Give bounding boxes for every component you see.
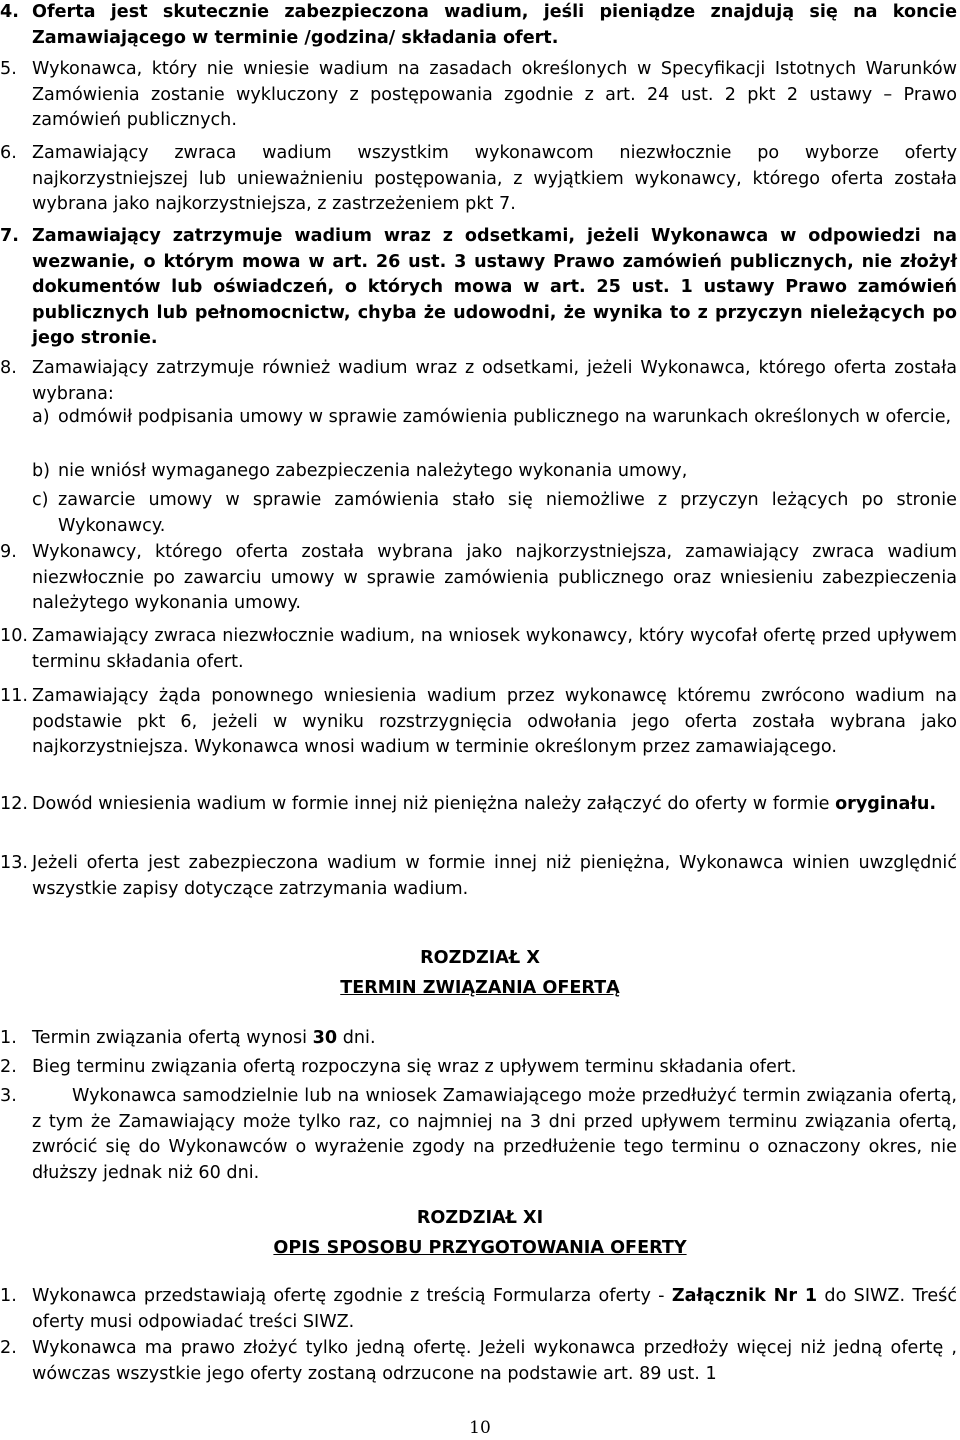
list-item-13 [0, 851, 957, 902]
sub-item-letter: a) [32, 407, 50, 427]
item-number: 5. [0, 59, 17, 79]
item-number: 1. [0, 1286, 17, 1306]
item-number: 2. [0, 1338, 17, 1358]
list-item-4 [0, 0, 957, 51]
item-text: Zamawiający zwraca niezwłocznie wadium, na wniosek wykonawcy, który wycofał ofertę przed upływem terminu składania ofert. [32, 626, 957, 672]
item-text: Zamawiający zatrzymuje wadium wraz z odsetkami, jeżeli Wykonawca w odpowiedzi na wezwanie, o którym mowa w art. 26 ust. 3 ustawy Prawo zamówień publicznych, nie złożył dokumentów lub oświadczeń, o których mowa w art. 25 ust. 1 ustawy Prawo zamówień publicznych lub pełnomocnictw, chyba że udowodni, że wynika to z przyczyn nieleżących po jego stronie. [32, 226, 957, 348]
item-text: Zamawiający zwraca wadium wszystkim wykonawcom niezwłocznie po wyborze oferty najkorzystniejszej lub unieważnieniu postępowania, z wyjątkiem wykonawcy, którego oferta została wybrana jako najkorzystniejsza, z zastrzeżeniem pkt 7. [32, 143, 957, 214]
item-number: 6. [0, 143, 17, 163]
item-text: Zamawiający zatrzymuje również wadium wraz z odsetkami, jeżeli Wykonawca, którego oferta została wybrana: [32, 358, 957, 404]
item-text: Wykonawca samodzielnie lub na wniosek Zamawiającego może przedłużyć termin związania ofertą, z tym że Zamawiający może tylko raz, co najmniej na 3 dni przed upływem terminu związania ofertą, zwrócić się do Wykonawców o wyrażenie zgody na przedłużenie tego terminu o oznaczony okres, nie dłuższy jednak niż 60 dni. [32, 1086, 957, 1183]
bold-text: oryginału. [835, 794, 937, 814]
item-text: Dowód wniesienia wadium w formie innej niż pieniężna należy załączyć do oferty w formie oryginału. [32, 794, 937, 814]
item-number: 4. [0, 2, 19, 22]
item-number: 3. [0, 1086, 17, 1106]
item-number: 12. [0, 794, 28, 814]
item-number: 13. [0, 853, 28, 873]
item-text: Wykonawca przedstawiają ofertę zgodnie z treścią Formularza oferty - Załącznik Nr 1 do SIWZ. Treść oferty musi odpowiadać treści SIWZ. [32, 1286, 958, 1332]
section-subtitle: TERMIN ZWIĄZANIA OFERTĄ [340, 978, 620, 998]
sub-item-text: zawarcie umowy w sprawie zamówienia stało się niemożliwe z przyczyn leżących po stronie Wykonawcy. [58, 490, 957, 536]
item-text: Jeżeli oferta jest zabezpieczona wadium w formie innej niż pieniężna, Wykonawca winien uwzględnić wszystkie zapisy dotyczące zatrzymania wadium. [32, 853, 957, 899]
item-number: 10. [0, 626, 28, 646]
page-number: 10 [469, 1418, 491, 1438]
item-number: 7. [0, 226, 19, 246]
sub-item-c [32, 488, 957, 539]
item-text: Wykonawca, który nie wniesie wadium na zasadach określonych w Specyfikacji Istotnych Warunków Zamówienia zostanie wykluczony z postępowania zgodnie z art. 24 ust. 2 pkt 2 ustawy – Prawo zamówień publicznych. [32, 59, 957, 130]
item-text: Zamawiający żąda ponownego wniesienia wadium przez wykonawcę któremu zwrócono wadium na podstawie pkt 6, jeżeli w wyniku rozstrzygnięcia odwołania jego oferta została wybrana jako najkorzystniejsza. Wykonawca wnosi wadium w terminie określonym przez zamawiającego. [32, 686, 957, 757]
item-text: Oferta jest skutecznie zabezpieczona wadium, jeśli pieniądze znajdują się na koncie Zamawiającego w terminie /godzina/ składania ofert. [32, 2, 957, 48]
section11-item-1 [0, 1284, 957, 1335]
section10-item-2 [0, 1055, 957, 1081]
item-number: 9. [0, 542, 17, 562]
item-text: Wykonawcy, którego oferta została wybrana jako najkorzystniejsza, zamawiający zwraca wadium niezwłocznie po zawarciu umowy w sprawie zamówienia publicznego oraz wniesieniu zabezpieczenia należytego wykonania umowy. [32, 542, 957, 613]
item-text: Termin związania ofertą wynosi 30 dni. [32, 1028, 376, 1048]
sub-item-a [32, 405, 957, 431]
list-item-11 [0, 684, 957, 761]
section11-item-2 [0, 1336, 957, 1387]
sub-item-letter: b) [32, 461, 51, 481]
item-number: 1. [0, 1028, 17, 1048]
list-item-6 [0, 141, 957, 218]
list-item-12 [0, 792, 957, 818]
sub-item-text: nie wniósł wymaganego zabezpieczenia należytego wykonania umowy, [58, 461, 688, 481]
list-item-5 [0, 57, 957, 134]
section-subtitle: OPIS SPOSOBU PRZYGOTOWANIA OFERTY [273, 1238, 687, 1258]
list-item-9 [0, 540, 957, 617]
section10-item-3 [0, 1084, 957, 1186]
section10-item-1 [0, 1026, 957, 1052]
sub-item-b [32, 459, 957, 485]
list-item-10 [0, 624, 957, 675]
list-item-8 [0, 356, 957, 407]
section-title: ROZDZIAŁ XI [416, 1208, 544, 1228]
item-number: 2. [0, 1057, 17, 1077]
item-number: 11. [0, 686, 28, 706]
section-title: ROZDZIAŁ X [420, 948, 540, 968]
sub-item-letter: c) [32, 490, 49, 510]
item-text: Wykonawca ma prawo złożyć tylko jedną ofertę. Jeżeli wykonawca przedłoży więcej niż jedną ofertę , wówczas wszystkie jego oferty zostaną odrzucone na podstawie art. 89 ust. 1 [32, 1338, 957, 1384]
sub-item-text: odmówił podpisania umowy w sprawie zamówienia publicznego na warunkach określonych w ofercie, [58, 407, 952, 427]
item-text: Bieg terminu związania ofertą rozpoczyna się wraz z upływem terminu składania ofert. [32, 1057, 797, 1077]
item-number: 8. [0, 358, 17, 378]
list-item-7 [0, 224, 957, 352]
